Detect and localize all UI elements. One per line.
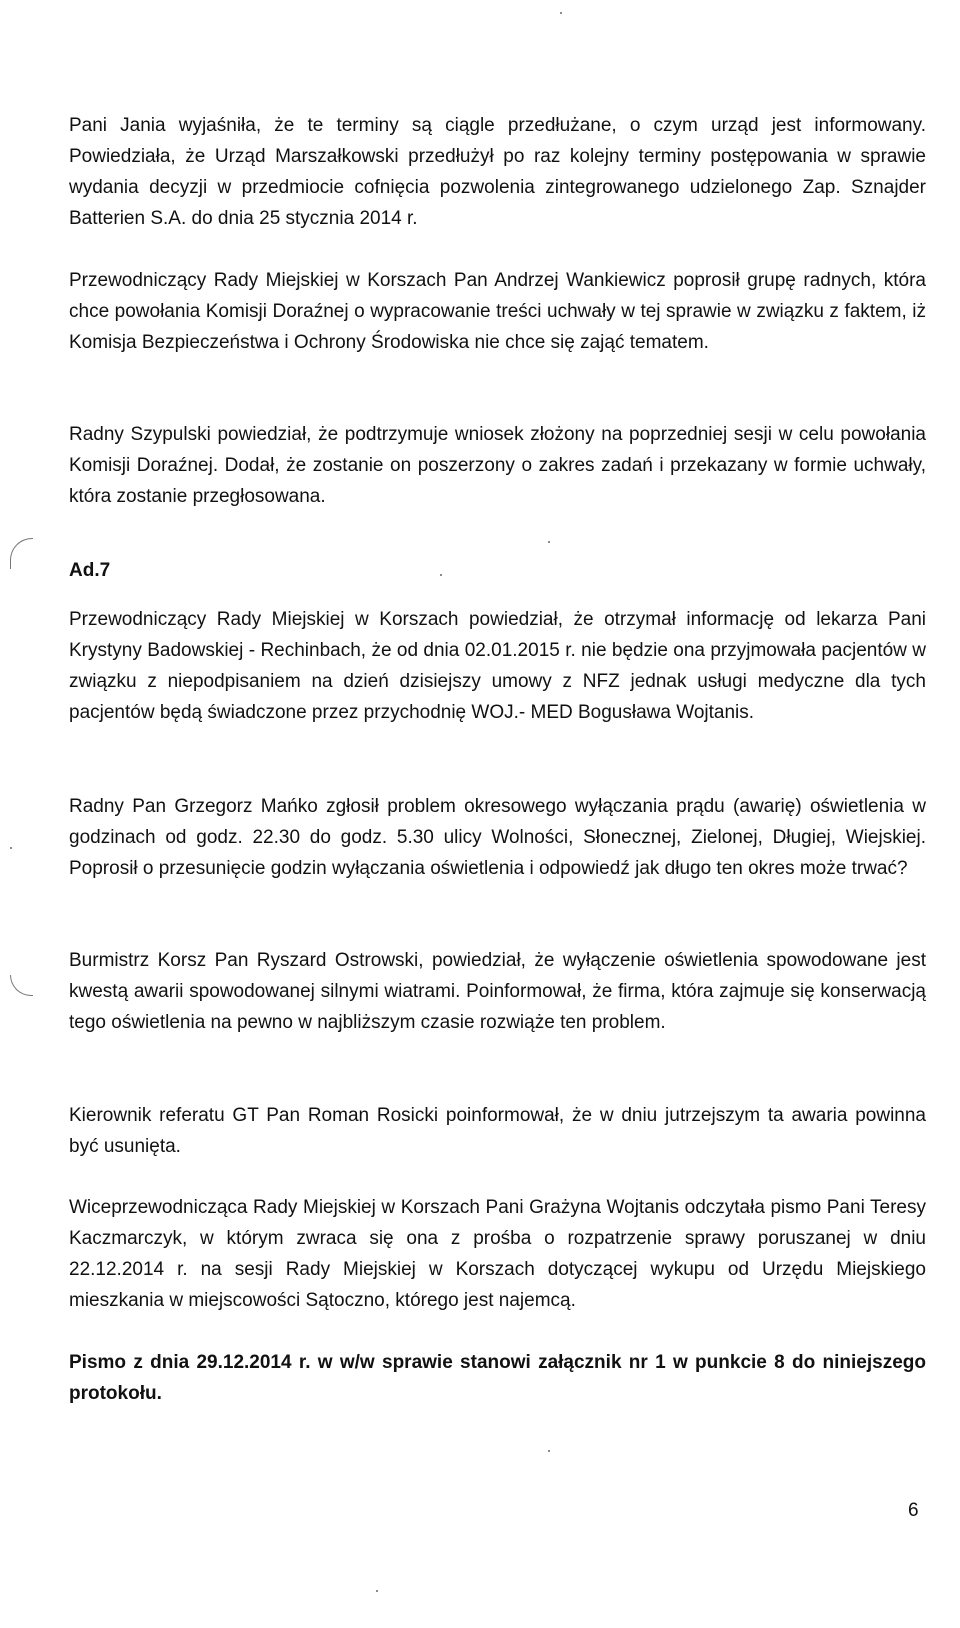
punch-hole-mark [10, 538, 33, 569]
section-heading: Ad.7 [69, 560, 111, 581]
paragraph-komisja-dorazna-request: Przewodniczący Rady Miejskiej w Korszach Pan Andrzej Wankiewicz poprosił grupę radnych, która chce powołania Komisji Doraźnej o wypracowanie treści uchwały w tej sprawie w związku z faktem, iż Komisja Bezpieczeństwa i Ochrony Środowiska nie chce się zająć tematem. [69, 270, 926, 353]
paragraph-pismo-kaczmarczyk: Wiceprzewodnicząca Rady Miejskiej w Korszach Pani Grażyna Wojtanis odczytała pismo Pani Teresy Kaczmarczyk, w którym zwraca się ona z prośba o rozpatrzenie sprawy poruszanej w dniu 22.12.2014 r. na sesji Rady Miejskiej w Korszach dotyczącej wykupu od Urzędu Miejskiego mieszkania w miejscowości Sątoczno, którego jest najemcą. [69, 1197, 926, 1311]
scan-speck [376, 1590, 378, 1592]
paragraph-termin-info: Pani Jania wyjaśniła, że te terminy są ciągle przedłużane, o czym urząd jest informowany. Powiedziała, że Urząd Marszałkowski przedłużył po raz kolejny terminy postępowania w sprawie wydania decyzji w przedmiocie cofnięcia pozwolenia zintegrowanego udzielonego Zap. Sznajder Batterien S.A. do dnia 25 stycznia 2014 r. [69, 115, 926, 229]
paragraph-radny-szypulski: Radny Szypulski powiedział, że podtrzymuje wniosek złożony na poprzedniej sesji w celu powołania Komisji Doraźnej. Dodał, że zostanie on poszerzony o zakres zadań i przekazany w formie uchwały, która zostanie przegłosowana. [69, 424, 926, 507]
scan-speck [548, 1450, 550, 1452]
paragraph-oswietlenie-problem: Radny Pan Grzegorz Mańko zgłosił problem okresowego wyłączania prądu (awarię) oświetlenia w godzinach od godz. 22.30 do godz. 5.30 ulicy Wolności, Słonecznej, Zielonej, Długiej, Wiejskiej. Poprosił o przesunięcie godzin wyłączania oświetlenia i odpowiedź jak długo ten okres może trwać? [69, 796, 926, 879]
paragraph-burmistrz-response: Burmistrz Korsz Pan Ryszard Ostrowski, powiedział, że wyłączenie oświetlenia spowodowane jest kwestą awarii spowodowanej silnymi wiatrami. Poinformował, że firma, która zajmuje się konserwacją tego oświetlenia na pewno w najbliższym czasie rozwiąże ten problem. [69, 950, 926, 1033]
page-number: 6 [908, 1500, 919, 1521]
scan-speck [440, 574, 442, 576]
closing-bold-note: Pismo z dnia 29.12.2014 r. w w/w sprawie stanowi załącznik nr 1 w punkcie 8 do niniejszego protokołu. [69, 1352, 926, 1404]
punch-hole-mark [10, 975, 33, 996]
paragraph-lekarz-info: Przewodniczący Rady Miejskiej w Korszach powiedział, że otrzymał informację od lekarza Pani Krystyny Badowskiej - Rechinbach, że od dnia 02.01.2015 r. nie będzie ona przyjmowała pacjentów w związku z niepodpisaniem na dzień dzisiejszy umowy z NFZ jednak usługi medyczne dla tych pacjentów będą świadczone przez przychodnię WOJ.- MED Bogusława Wojtanis. [69, 609, 926, 723]
paragraph-kierownik-gt: Kierownik referatu GT Pan Roman Rosicki poinformował, że w dniu jutrzejszym ta awaria powinna być usunięta. [69, 1105, 926, 1157]
scan-speck [548, 541, 550, 543]
scan-speck [10, 847, 12, 849]
scan-speck [560, 12, 562, 14]
